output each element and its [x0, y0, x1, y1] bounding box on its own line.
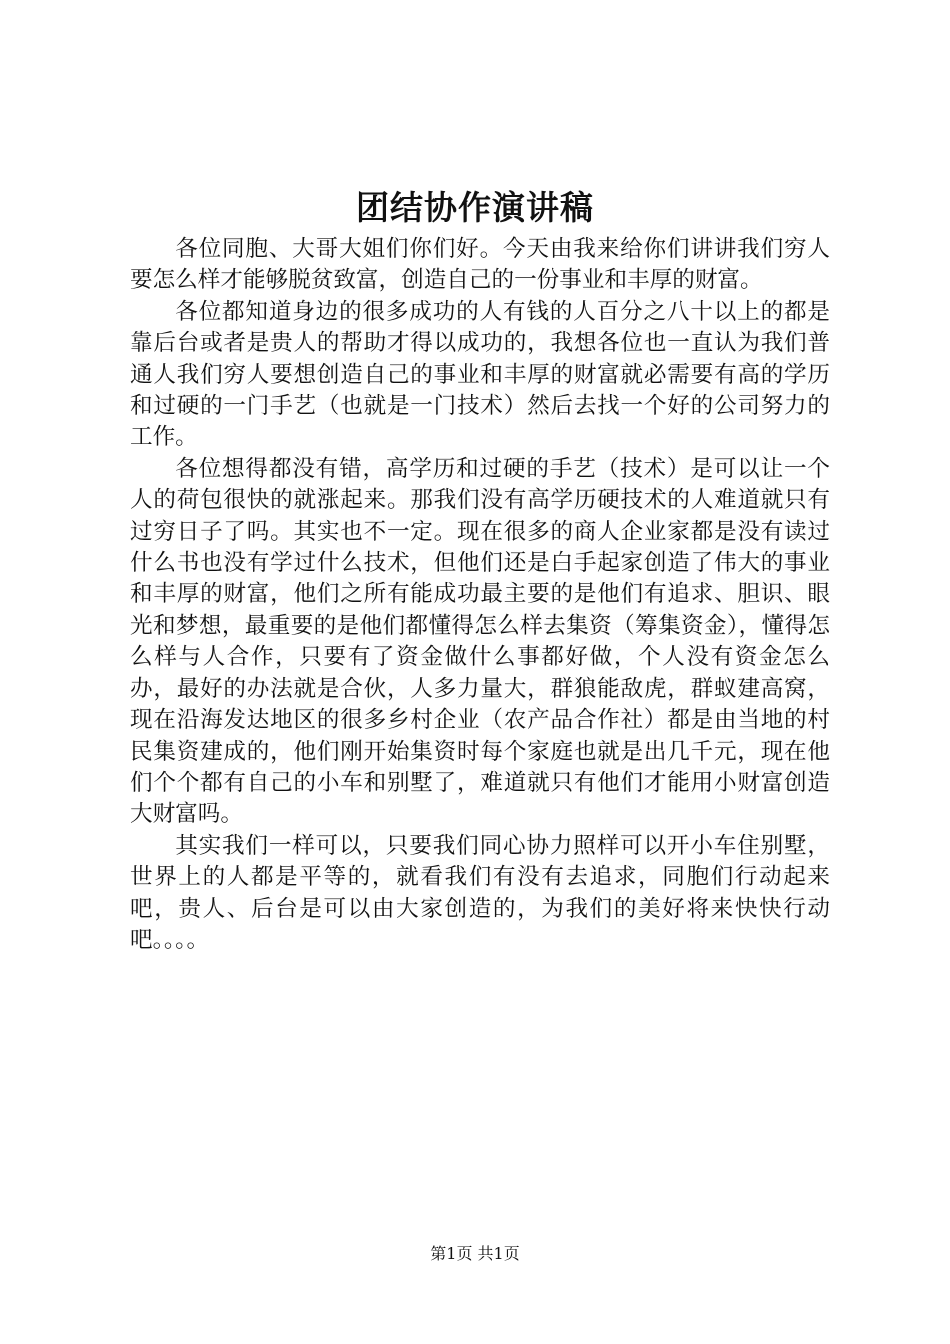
paragraph: 各位想得都没有错，高学历和过硬的手艺（技术）是可以让一个人的荷包很快的就涨起来。那我们没有高学历硬技术的人难道就只有过穷日子了吗。其实也不一定。现在很多的商人企业家都是没有读过什么书也没有学过什么技术，但他们还是白手起家创造了伟大的事业和丰厚的财富，他们之所有能成功最主要的是他们有追求、胆识、眼光和梦想，最重要的是他们都懂得怎么样去集资（筹集资金），懂得怎么样与人合作，只要有了资金做什么事都好做，个人没有资金怎么办，最好的办法就是合伙，人多力量大，群狼能敌虎，群蚁建高窝，现在沿海发达地区的很多乡村企业（农产品合作社）都是由当地的村民集资建成的，他们刚开始集资时每个家庭也就是出几千元，现在他们个个都有自己的小车和别墅了，难道就只有他们才能用小财富创造大财富吗。 [130, 455, 830, 828]
document-body [130, 234, 830, 956]
page-footer: 第1页 共1页 [430, 1244, 520, 1263]
document-title: 团结协作演讲稿 [356, 188, 594, 227]
paragraph: 各位同胞、大哥大姐们你们好。今天由我来给你们讲讲我们穷人要怎么样才能够脱贫致富，创造自己的一份事业和丰厚的财富。 [130, 236, 830, 294]
paragraph: 各位都知道身边的很多成功的人有钱的人百分之八十以上的都是靠后台或者是贵人的帮助才得以成功的，我想各位也一直认为我们普通人我们穷人要想创造自己的事业和丰厚的财富就必需要有高的学历和过硬的一门手艺（也就是一门技术）然后去找一个好的公司努力的工作。 [130, 298, 830, 451]
paragraph: 其实我们一样可以，只要我们同心协力照样可以开小车住别墅，世界上的人都是平等的，就看我们有没有去追求，同胞们行动起来吧，贵人、后台是可以由大家创造的，为我们的美好将来快快行动吧。。。。 [130, 832, 830, 953]
